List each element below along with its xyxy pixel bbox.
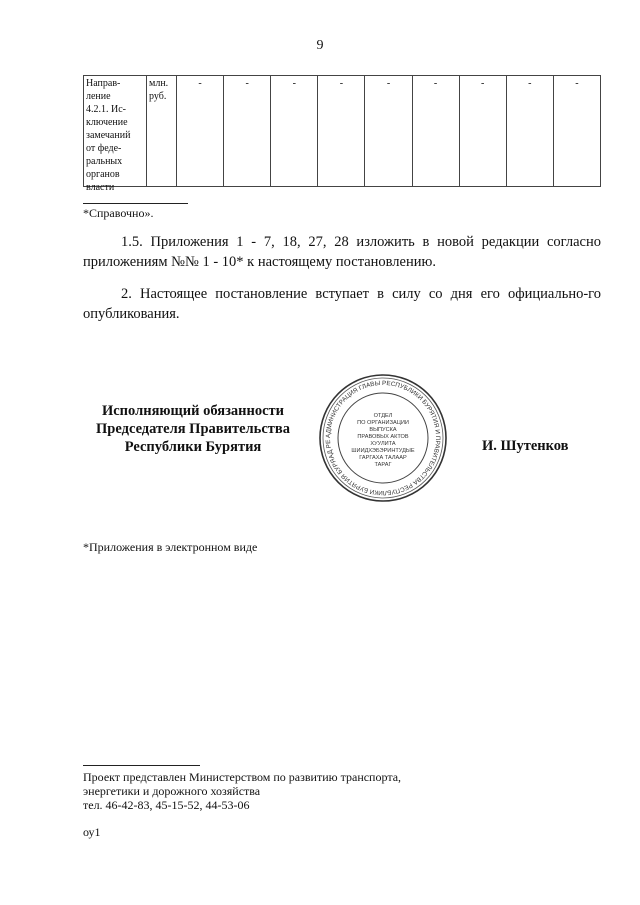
direction-text bbox=[86, 77, 144, 193]
direction-line: от феде- bbox=[86, 143, 122, 154]
page-number: 9 bbox=[316, 38, 324, 53]
value-cell: - bbox=[553, 76, 600, 187]
paragraph-1: 1.5. Приложения 1 - 7, 18, 27, 28 изложить в новой редакции согласно приложениям №№ 1 - 10* к настоящему постановлению. bbox=[83, 234, 601, 270]
value-cell: - bbox=[365, 76, 412, 187]
document-code: оу1 bbox=[83, 825, 101, 839]
stamp-seal bbox=[318, 373, 448, 503]
footnote-rule bbox=[83, 203, 188, 204]
stamp-center-line: ГАРГАХА ТАЛААР bbox=[359, 455, 407, 461]
direction-line: ключение bbox=[86, 117, 128, 128]
data-table bbox=[83, 75, 601, 193]
stamp-center-line: ОТДЕЛ bbox=[373, 413, 393, 419]
stamp-center-line: ПО ОРГАНИЗАЦИИ bbox=[357, 420, 409, 426]
direction-line: власти bbox=[86, 182, 115, 193]
table-row bbox=[84, 76, 601, 187]
direction-line: замечаний bbox=[86, 130, 131, 141]
stamp-center-line: ХУУЛИТА bbox=[370, 441, 396, 447]
footer-rule bbox=[83, 765, 200, 766]
signatory-title-line: Исполняющий обязанности bbox=[101, 403, 285, 419]
stamp-center-line: ПРАВОВЫХ АКТОВ bbox=[357, 434, 409, 440]
annex-note: *Приложения в электронном виде bbox=[83, 540, 258, 554]
unit-cell bbox=[147, 76, 177, 187]
signatory-title-line: Республики Бурятия bbox=[124, 439, 262, 455]
value-cell: - bbox=[224, 76, 271, 187]
direction-cell bbox=[84, 76, 147, 193]
stamp-center-line: ШИИДХЭБЭРИНТУДЫЕ bbox=[351, 448, 415, 454]
footer-line: энергетики и дорожного хозяйства bbox=[83, 784, 261, 798]
value-cell: - bbox=[412, 76, 459, 187]
footer-line: Проект представлен Министерством по развитию транспорта, bbox=[83, 770, 402, 784]
official-stamp bbox=[318, 373, 448, 503]
direction-line: 4.2.1. Ис- bbox=[86, 104, 126, 115]
value-cell: - bbox=[177, 76, 224, 187]
signatory-title-line: Председателя Правительства bbox=[96, 421, 290, 437]
value-cell: - bbox=[459, 76, 506, 187]
unit-line: млн. bbox=[149, 78, 169, 89]
value-cell: - bbox=[271, 76, 318, 187]
stamp-center-line: ВЫПУСКА bbox=[369, 427, 397, 433]
stamp-ring-textpath: АДМИНИСТРАЦИЯ ГЛАВЫ РЕСПУБЛИКИ БУРЯТИЯ И ПРАВИТЕЛЬСТВА РЕСПУБЛИКИ БУРЯТИЯ БУРЯАД РЕ bbox=[324, 379, 442, 497]
paragraph-2: 2. Настоящее постановление вступает в силу со дня его официально-го опубликования. bbox=[83, 286, 601, 322]
footer-contact bbox=[83, 770, 401, 812]
unit-line: руб. bbox=[149, 91, 167, 102]
footnote-reference: *Справочно». bbox=[83, 206, 154, 220]
footer-line: тел. 46-42-83, 45-15-52, 44-53-06 bbox=[83, 798, 250, 812]
signatory-name: И. Шутенков bbox=[482, 438, 569, 454]
direction-line: ление bbox=[86, 91, 111, 102]
value-cell: - bbox=[506, 76, 553, 187]
stamp-center-line: ТАРАГ bbox=[374, 462, 392, 468]
direction-line: Направ- bbox=[86, 78, 121, 89]
signatory-block bbox=[83, 402, 303, 456]
value-cell: - bbox=[318, 76, 365, 187]
direction-line: ральных bbox=[86, 156, 123, 167]
direction-line: органов bbox=[86, 169, 120, 180]
